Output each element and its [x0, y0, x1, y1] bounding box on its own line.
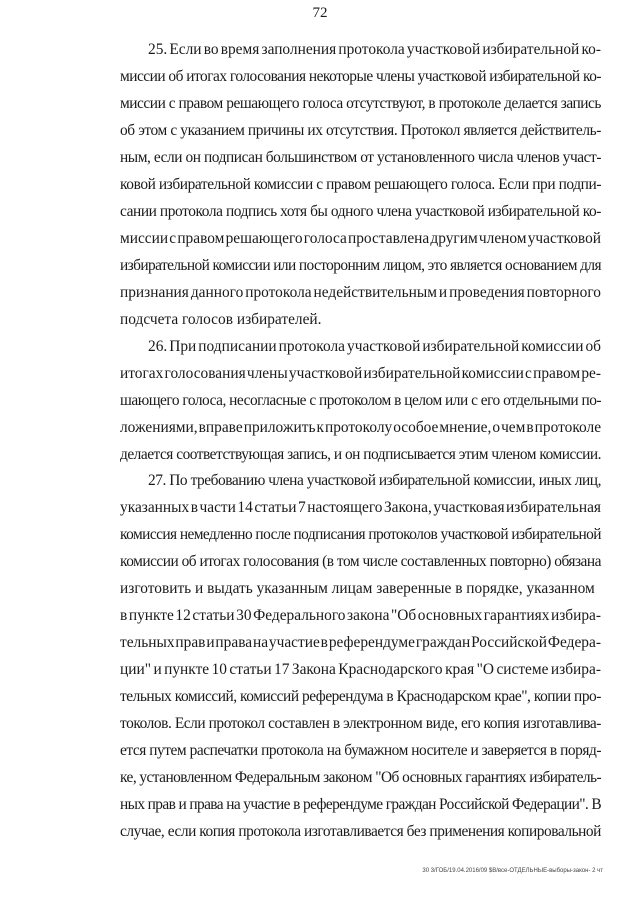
text-line: ложениями, вправе приложить к протоколу особое мнение, о чем в протоколе — [120, 419, 602, 436]
page-number: 72 — [312, 5, 328, 21]
text-line: подсчета голосов избирателей. — [120, 311, 322, 328]
text-line: делается соответствующая запись, и он подписывается этим членом комиссии. — [120, 446, 602, 463]
text-line: ным, если он подписан большинством от установленного числа членов участ- — [120, 149, 602, 166]
text-line: ке, установленном Федеральным законом "Об основных гарантиях избиратель- — [120, 769, 602, 786]
text-line: 25. Если во время заполнения протокола участковой избирательной ко- — [148, 41, 601, 58]
text-line: ется путем распечатки протокола на бумажном носителе и заверяется в поряд- — [120, 742, 602, 759]
text-line: случае, если копия протокола изготавливается без применения копировальной — [120, 823, 601, 840]
paragraph-27 — [120, 467, 601, 845]
footer-file-path: 30 3/ГОБ/19.04.2016/09 $В/все-ОТДЕЛЬНЫЕ-выборы-закон- 2 чт — [422, 868, 603, 874]
text-line: комиссия немедленно после подписания протоколов участковой избирательной — [120, 526, 601, 543]
text-line: комиссии об итогах голосования (в том числе составленных повторно) обязана — [120, 553, 601, 570]
text-line: указанных в части 14 статьи 7 настоящего Закона, участковая избирательная — [120, 499, 601, 516]
text-line: тельных комиссий, комиссий референдума в Краснодарском крае", копии про- — [120, 688, 601, 705]
text-line: миссии с правом решающего голоса отсутствуют, в протоколе делается запись — [120, 95, 601, 112]
text-line: об этом с указанием причины их отсутствия. Протокол является действитель- — [120, 122, 602, 139]
paragraph-26 — [120, 333, 601, 468]
text-line: изготовить и выдать указанным лицам заверенные в порядке, указанном — [120, 580, 595, 597]
text-line: итогах голосования члены участковой избирательной комиссии с правом ре- — [120, 365, 602, 382]
text-line: шающего голоса, несогласные с протоколом в целом или с его отдельными по- — [120, 392, 602, 409]
paragraph-25 — [120, 36, 601, 333]
text-line: ции" и пункте 10 статьи 17 Закона Краснодарского края "О системе избира- — [120, 661, 601, 678]
text-line: 27. По требованию члена участковой избирательной комиссии, иных лиц, — [148, 472, 601, 489]
text-line: избирательной комиссии или посторонним лицом, это является основанием для — [120, 257, 601, 274]
text-line: признания данного протокола недействительным и проведения повторного — [120, 284, 601, 301]
text-line: миссии об итогах голосования некоторые члены участковой избирательной ко- — [120, 68, 602, 85]
text-line: в пункте 12 статьи 30 Федерального закона "Об основных гарантиях избира- — [120, 607, 602, 624]
text-line: тельных прав и права на участие в референдуме граждан Российской Федера- — [120, 634, 601, 651]
text-line: сании протокола подпись хотя бы одного члена участковой избирательной ко- — [120, 203, 601, 220]
text-line: миссии с правом решающего голоса проставлена другим членом участковой — [120, 230, 602, 247]
text-line: ковой избирательной комиссии с правом решающего голоса. Если при подпи- — [120, 176, 602, 193]
text-line: токолов. Если протокол составлен в электронном виде, его копия изготавлива- — [120, 715, 601, 732]
text-line: 26. При подписании протокола участковой избирательной комиссии об — [148, 338, 602, 355]
text-line: ных прав и права на участие в референдуме граждан Российской Федерации". В — [120, 796, 602, 813]
